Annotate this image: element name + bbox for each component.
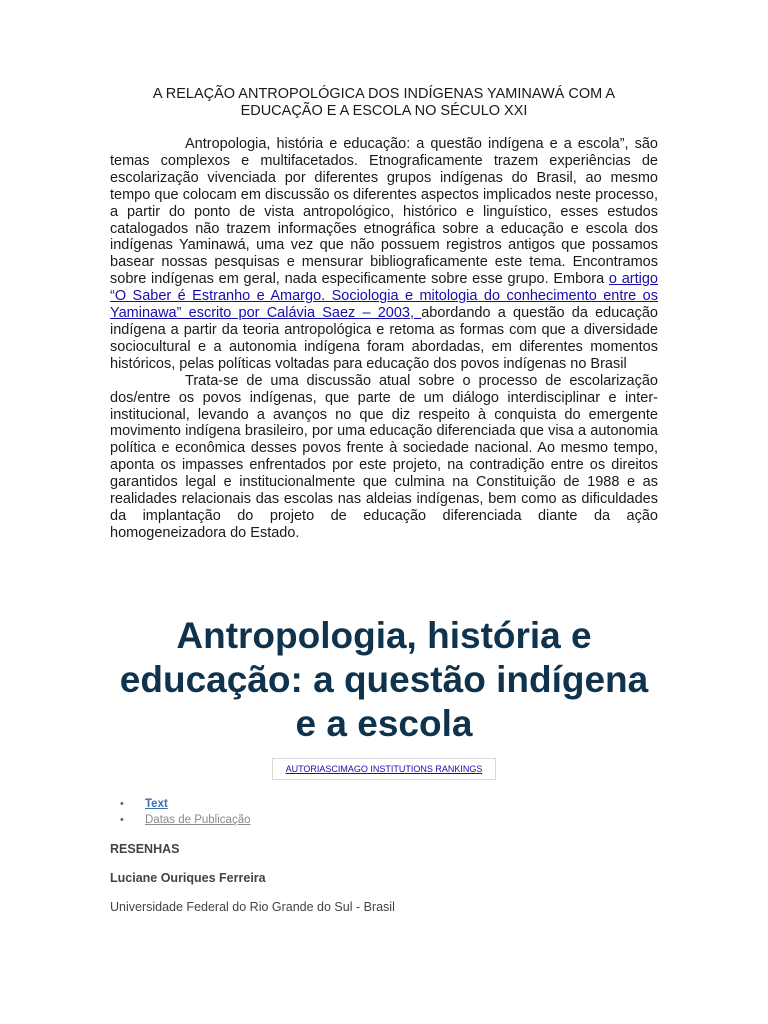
section-label: RESENHAS <box>110 842 180 856</box>
scimago-link[interactable]: SCIMAGO INSTITUTIONS RANKINGS <box>325 764 483 774</box>
article-nav-list <box>120 796 250 828</box>
author-affiliation: Universidade Federal do Rio Grande do Sul - Brasil <box>110 900 395 914</box>
article-reference-link[interactable]: o artigo “O Saber é Estranho e Amargo. Sociologia e mitologia do conhecimento entre os Yaminawa” escrito por Calávia Saez – 2003, <box>110 271 658 322</box>
title-line-2: EDUCAÇÃO E A ESCOLA NO SÉCULO XXI <box>240 103 528 119</box>
paragraph-1-text: Antropologia, história e educação: a questão indígena e a escola”, são temas complexos e multifacetados. Etnograficamente trazem experiências de escolarização vivenciada por diferentes grupos indígenas do Brasil, ao mesmo tempo que colocam em discussão os diferentes aspectos implicados neste processo, a partir do ponto de vista antropológico, histórico e linguístico, esses estudos catalogados não trazem informações etnográfica sobre a educação e escola dos indígenas Yaminawá, uma vez que não possuem registros antigos que possamos basear nossas pesquisas e mensurar bibliograficamente este tema. Encontramos sobre indígenas em geral, nada especificamente sobre esse grupo. Embora <box>110 136 658 288</box>
article-links-box <box>272 758 496 780</box>
publication-dates-link[interactable]: Datas de Publicação <box>145 814 251 826</box>
text-link[interactable]: Text <box>145 798 168 810</box>
autoria-link[interactable]: AUTORIA <box>285 764 326 774</box>
paragraph-1 <box>110 136 658 373</box>
list-item <box>120 812 250 828</box>
document-title <box>110 86 658 120</box>
title-line-1: A RELAÇÃO ANTROPOLÓGICA DOS INDÍGENAS YAMINAWÁ COM A <box>152 86 616 102</box>
article-heading: Antropologia, história e educação: a questão indígena e a escola <box>119 615 649 744</box>
list-item <box>120 796 250 812</box>
paragraph-1-continuation: abordando a questão da educação indígena a partir da teoria antropológica e retoma as formas com que a diversidade sociocultural e a autonomia indígena foram abordadas, em diferentes momentos históricos, pelas políticas voltadas para educação dos povos indígenas no Brasil <box>110 305 659 372</box>
author-name: Luciane Ouriques Ferreira <box>110 871 266 885</box>
body-text <box>110 136 658 542</box>
paragraph-2: Trata-se de uma discussão atual sobre o processo de escolarização dos/entre os povos indígenas, que parte de um diálogo interdisciplinar e inter-institucional, levando a avanços no que diz respeito à conquista do emergente movimento indígena brasileiro, por uma educação diferenciada que visa a autonomia política e econômica desses povos frente à sociedade nacional. Ao mesmo tempo, aponta os impasses enfrentados por este projeto, na contradição entre os direitos garantidos legal e institucionalmente que culmina na Constituição de 1988 e as realidades relacionais das escolas nas aldeias indígenas, bem como as dificuldades da implantação do projeto de educação diferenciada diante da ação homogeneizadora do Estado. <box>110 372 658 541</box>
